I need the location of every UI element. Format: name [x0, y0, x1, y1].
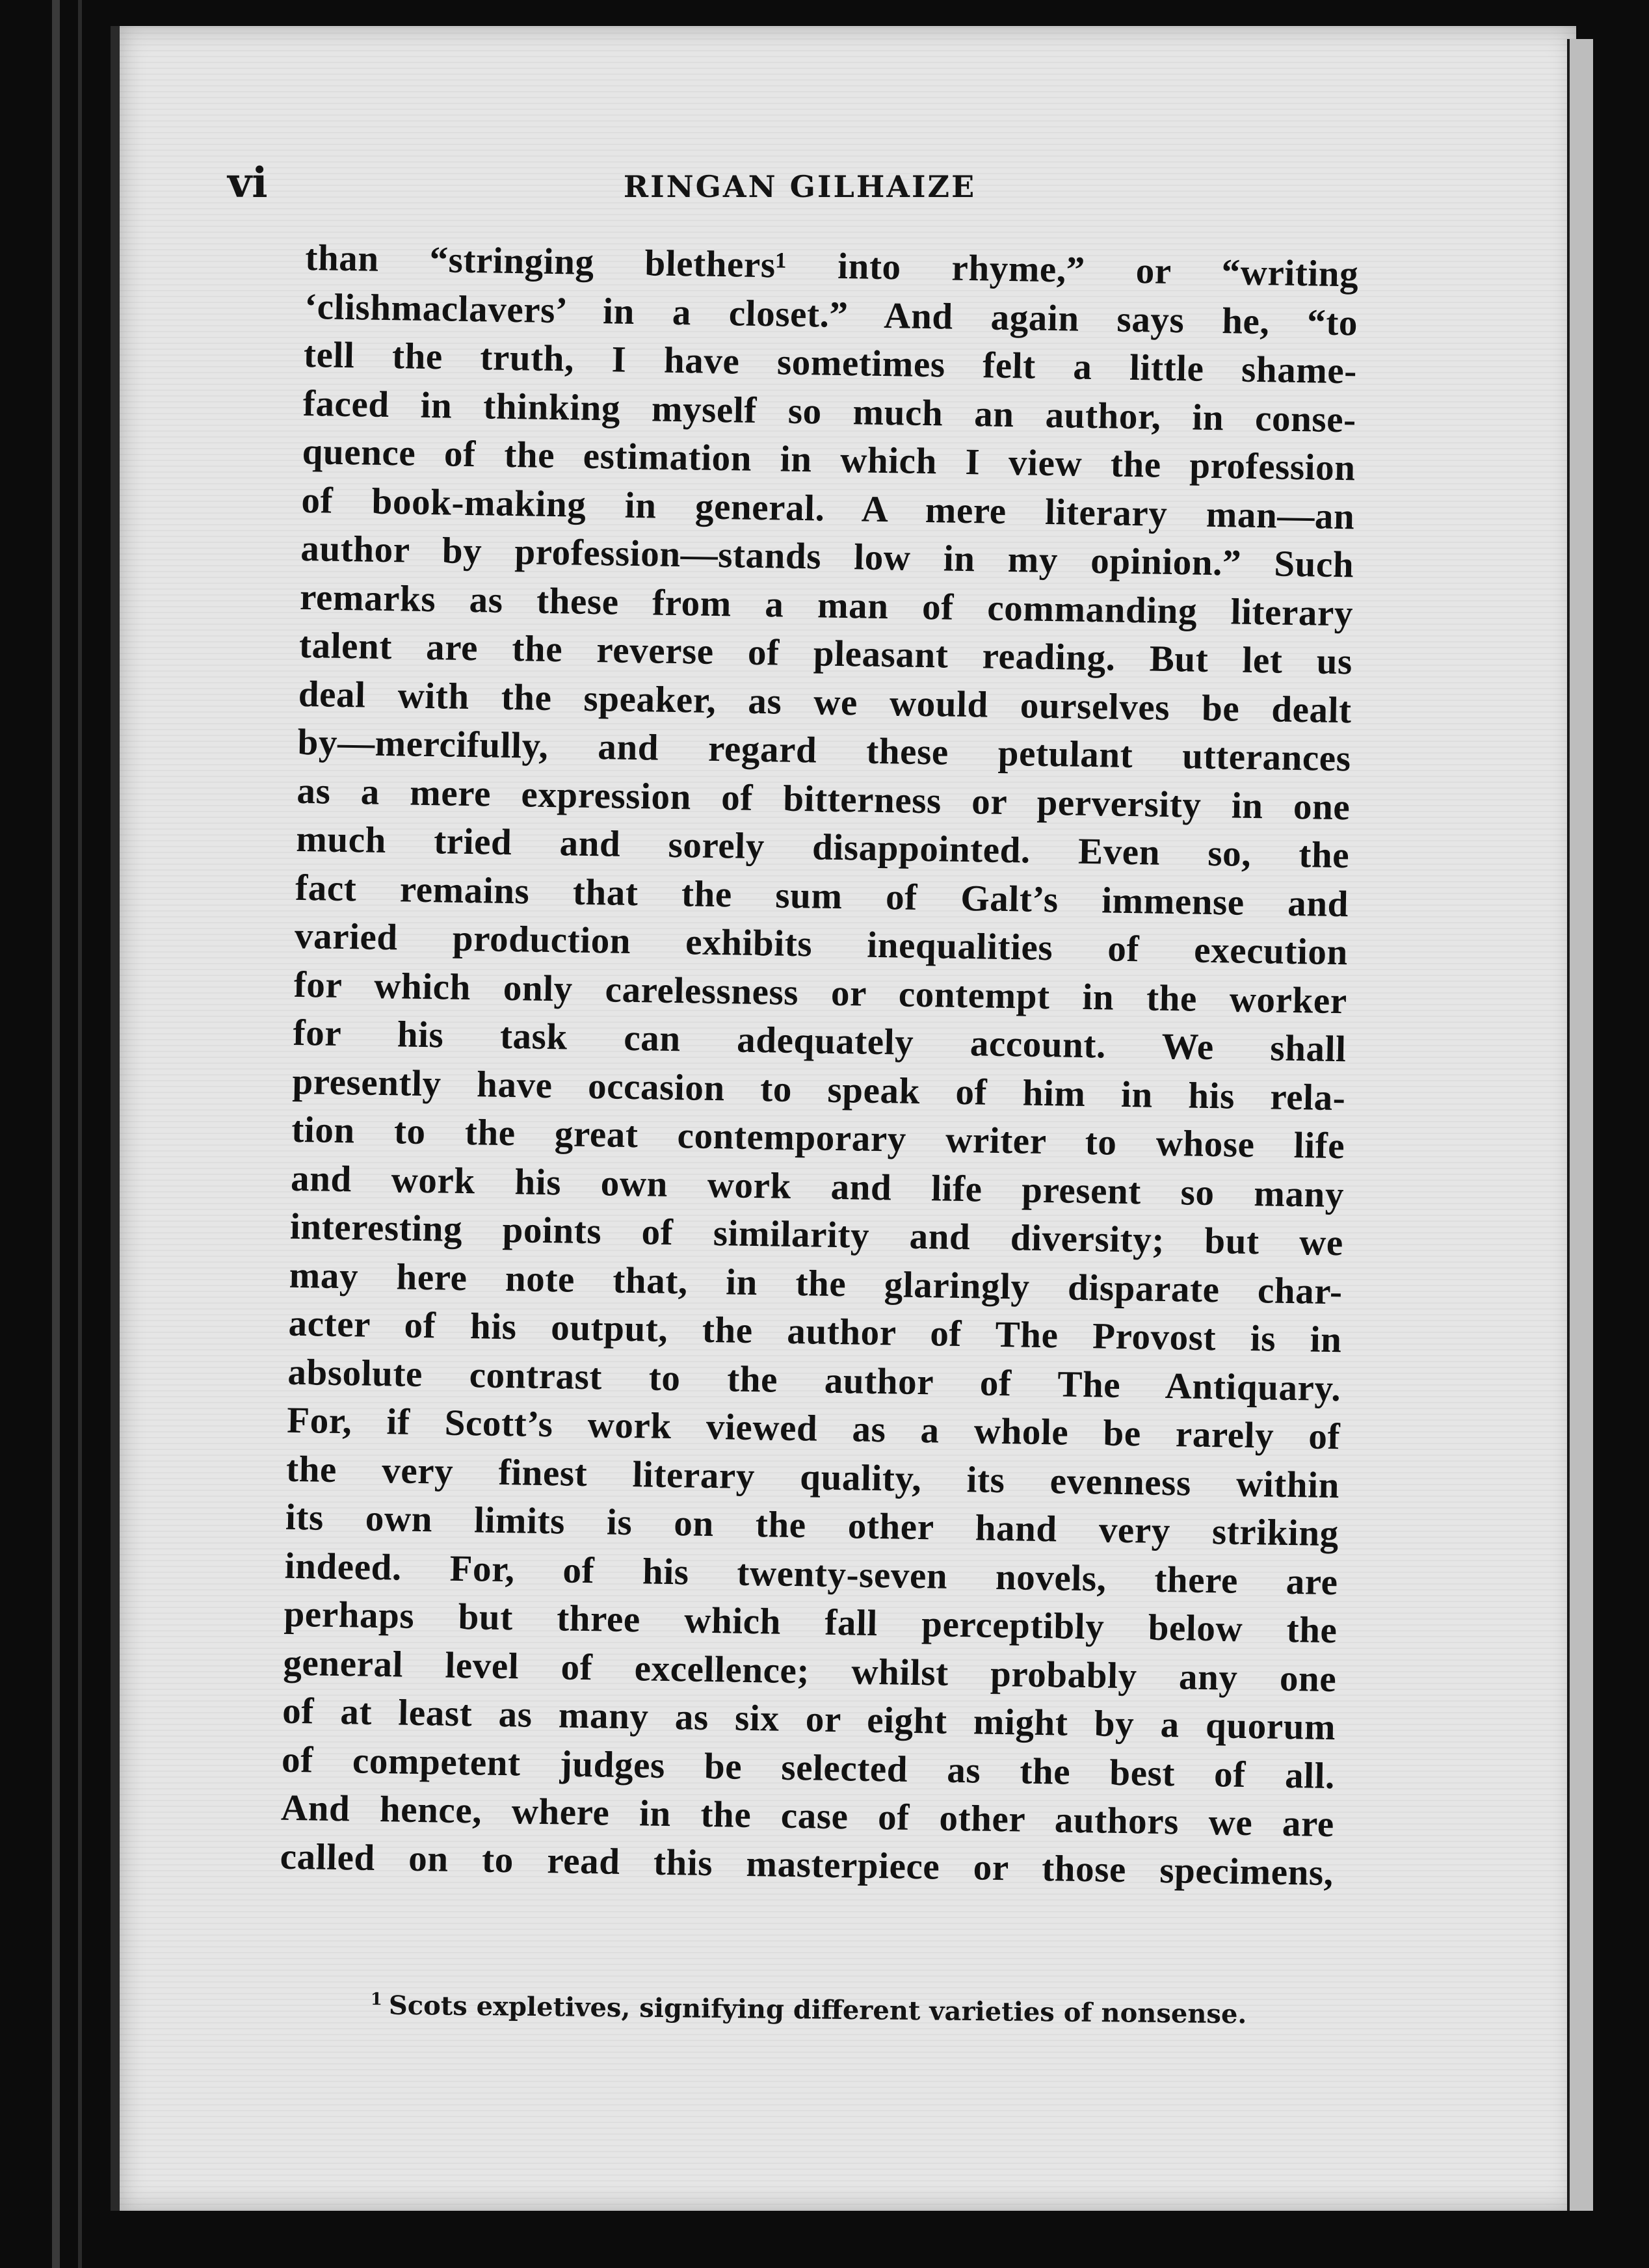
- text-line: of at least as many as six or eight might by a quorum: [282, 1690, 1336, 1748]
- running-title: RINGAN GILHAIZE: [623, 169, 977, 204]
- text-line: For, if Scott’s work viewed as a whole be rarely of: [286, 1399, 1341, 1458]
- page-number: vi: [228, 159, 268, 207]
- page-stack-edge: [1567, 39, 1593, 2211]
- text-line: the very finest literary quality, its evenness within: [285, 1448, 1340, 1506]
- text-line: called on to read this masterpiece or those specimens,: [280, 1836, 1334, 1893]
- running-head: [228, 150, 1359, 221]
- text-line: absolute contrast to the author of The Antiquary.: [287, 1351, 1341, 1409]
- text-line: much tried and sorely disappointed. Even so, the: [295, 818, 1350, 877]
- text-line: as a mere expression of bitterness or perversity in one: [297, 770, 1351, 828]
- footnote-text: Scots expletives, signifying different varieties of nonsense.: [388, 1990, 1247, 2030]
- text-line: general level of excellence; whilst probably any one: [282, 1642, 1337, 1700]
- text-line: ‘clishmaclavers’ in a closet.” And again says he, “to: [304, 285, 1358, 343]
- text-line: acter of his output, the author of The Provost is in: [288, 1302, 1342, 1361]
- text-line: presently have occasion to speak of him in his rela-: [292, 1061, 1346, 1118]
- text-line: quence of the estimation in which I view the profession: [302, 430, 1356, 489]
- text-line: talent are the reverse of pleasant reading. But let us: [298, 624, 1353, 683]
- text-line: varied production exhibits inequalities of execution: [294, 915, 1349, 973]
- text-line: for his task can adequately account. We shall: [293, 1012, 1347, 1070]
- text-line: interesting points of similarity and diversity; but we: [289, 1206, 1344, 1264]
- text-line: remarks as these from a man of commanding literary: [299, 576, 1354, 634]
- text-line: fact remains that the sum of Galt’s immense and: [295, 867, 1349, 925]
- text-line: author by profession—stands low in my opinion.” Such: [300, 527, 1354, 586]
- text-line: deal with the speaker, as we would ourselves be dealt: [298, 673, 1352, 731]
- text-line: of competent judges be selected as the best of all.: [281, 1739, 1336, 1797]
- footnote-marker: 1: [370, 1990, 383, 2010]
- text-line: faced in thinking myself so much an author, in conse-: [302, 382, 1357, 440]
- binding-edge-line: [52, 0, 60, 2268]
- body-text: [280, 234, 1359, 1897]
- binding-edge-line-inner: [78, 0, 82, 2268]
- text-line: by—mercifully, and regard these petulant utterances: [297, 721, 1352, 780]
- text-line: its own limits is on the other hand very striking: [285, 1496, 1339, 1555]
- text-line: tion to the great contemporary writer to whose life: [291, 1109, 1345, 1167]
- text-line: than “stringing blethers¹ into rhyme,” or “writing: [304, 237, 1359, 295]
- text-line: perhaps but three which fall perceptibly below the: [284, 1593, 1338, 1652]
- text-line: may here note that, in the glaringly disparate char-: [289, 1254, 1343, 1312]
- text-line: for which only carelessness or contempt in the worker: [293, 964, 1348, 1022]
- text-line: tell the truth, I have sometimes felt a little shame-: [303, 334, 1358, 392]
- text-line: and work his own work and life present so many: [290, 1157, 1345, 1215]
- text-line: And hence, where in the case of other authors we are: [280, 1787, 1335, 1845]
- text-line: of book-making in general. A mere literary man—an: [301, 479, 1355, 537]
- text-line: indeed. For, of his twenty-seven novels, there are: [284, 1545, 1339, 1603]
